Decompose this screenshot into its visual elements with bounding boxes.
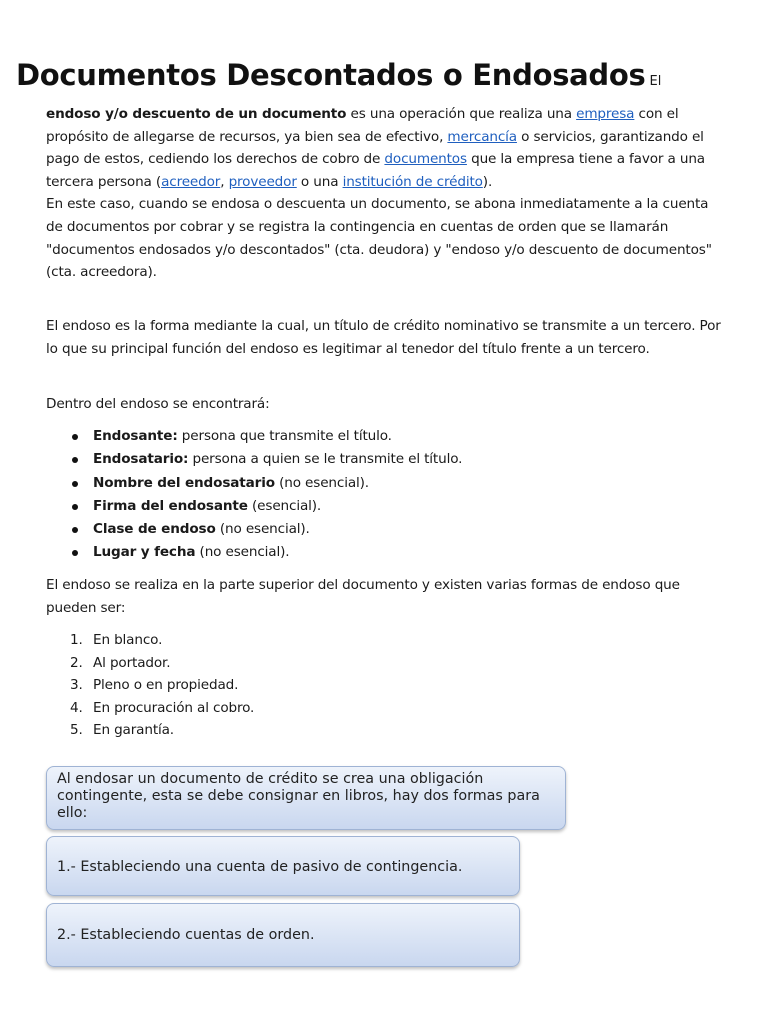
diagram-box-intro: Al endosar un documento de crédito se crea una obligación contingente, esta se debe consignar en libros, hay dos formas para ello: [46,766,566,830]
list-item [46,472,726,495]
intro-text: que la empresa tiene a favor a una tercera persona ( [46,151,705,190]
list-item [46,652,726,675]
intro-paragraph [46,103,726,284]
link-empresa[interactable]: empresa [576,106,635,122]
list-item [46,518,726,541]
list-number: 1. [70,632,83,648]
list-number: 5. [70,722,83,739]
intro-text-contingency: En este caso, cuando se endosa o descuenta un documento, se abona inmediatamente a la cuenta de documentos por cobrar y se registra la contingencia en cuentas de orden que se llamarán "documentos endosados y/o descontados" (cta. deudora) y "endoso y/o descuento de documentos" (cta. acreedora). [46,196,712,281]
bullet-icon [72,481,78,487]
list-item-text: (esencial). [247,497,322,514]
list-item [46,629,726,652]
list-item-text: (no esencial). [215,521,310,538]
link-acreedor[interactable]: acreedor [161,173,221,190]
bullet-icon [72,504,78,510]
list-item-term: Endosatario: [93,451,189,468]
intro-text: o una [296,173,343,190]
list-item-text: Al portador. [93,654,171,671]
bullet-icon [72,527,78,533]
intro-bold-lead: endoso y/o descuento de un documento [46,106,347,122]
endoso-elements-list [46,425,726,565]
list-item [46,541,726,564]
list-item-text: persona a quien se le transmite el título. [188,451,463,468]
list-number: 3. [70,677,83,694]
list-item-term: Firma del endosante [93,497,248,514]
list-item [46,674,726,697]
intro-text: , [220,173,229,190]
title-tail-text: El [649,74,662,89]
list-item-text: persona que transmite el título. [177,428,392,444]
link-institucion-credito[interactable]: institución de crédito [342,173,483,190]
list-item [46,495,726,518]
intro-text: con el propósito de allegarse de recursos, ya bien sea de efectivo, [46,106,679,145]
intro-text: es una operación que realiza una [346,106,577,122]
paragraph-endoso-definition: El endoso es la forma mediante la cual, un título de crédito nominativo se transmite a un tercero. Por lo que su principal función del endoso es legitimar al tenedor del título frente a un tercero. [46,318,721,357]
link-proveedor[interactable]: proveedor [228,173,297,190]
list-item-text: (no esencial). [274,474,369,491]
list-number: 2. [70,654,83,671]
list-item [46,425,726,448]
list-item-text: Pleno o en propiedad. [93,677,239,694]
list-item [46,697,726,720]
list-item-term: Nombre del endosatario [93,474,275,491]
link-mercancia[interactable]: mercancía [447,128,517,145]
bullet-icon [72,457,78,463]
paragraph-endoso-elements-intro: Dentro del endoso se encontrará: [46,396,270,412]
list-item [46,719,726,742]
paragraph-endoso-forms-intro: El endoso se realiza en la parte superior del documento y existen varias formas de endoso que pueden ser: [46,577,680,616]
intro-text: o servicios, garantizando el pago de estos, cediendo los derechos de cobro de [46,128,704,168]
list-item-term: Lugar y fecha [93,544,196,561]
list-item-term: Endosante: [93,428,178,444]
list-item-term: Clase de endoso [93,521,216,538]
intro-text: ). [482,173,493,190]
list-item-text: En procuración al cobro. [93,699,255,716]
list-number: 4. [70,699,83,716]
title-line [16,58,696,92]
page-title: Documentos Descontados o Endosados [16,58,646,92]
bullet-icon [72,550,78,556]
link-documentos[interactable]: documentos [384,151,467,168]
endoso-forms-list [46,629,726,742]
list-item [46,448,726,471]
diagram-box-option-1: 1.- Estableciendo una cuenta de pasivo de contingencia. [46,836,520,896]
bullet-icon [72,434,78,440]
list-item-text: En blanco. [93,632,163,648]
list-item-text: En garantía. [93,722,174,739]
list-item-text: (no esencial). [195,544,290,561]
diagram-box-option-2: 2.- Estableciendo cuentas de orden. [46,903,520,967]
